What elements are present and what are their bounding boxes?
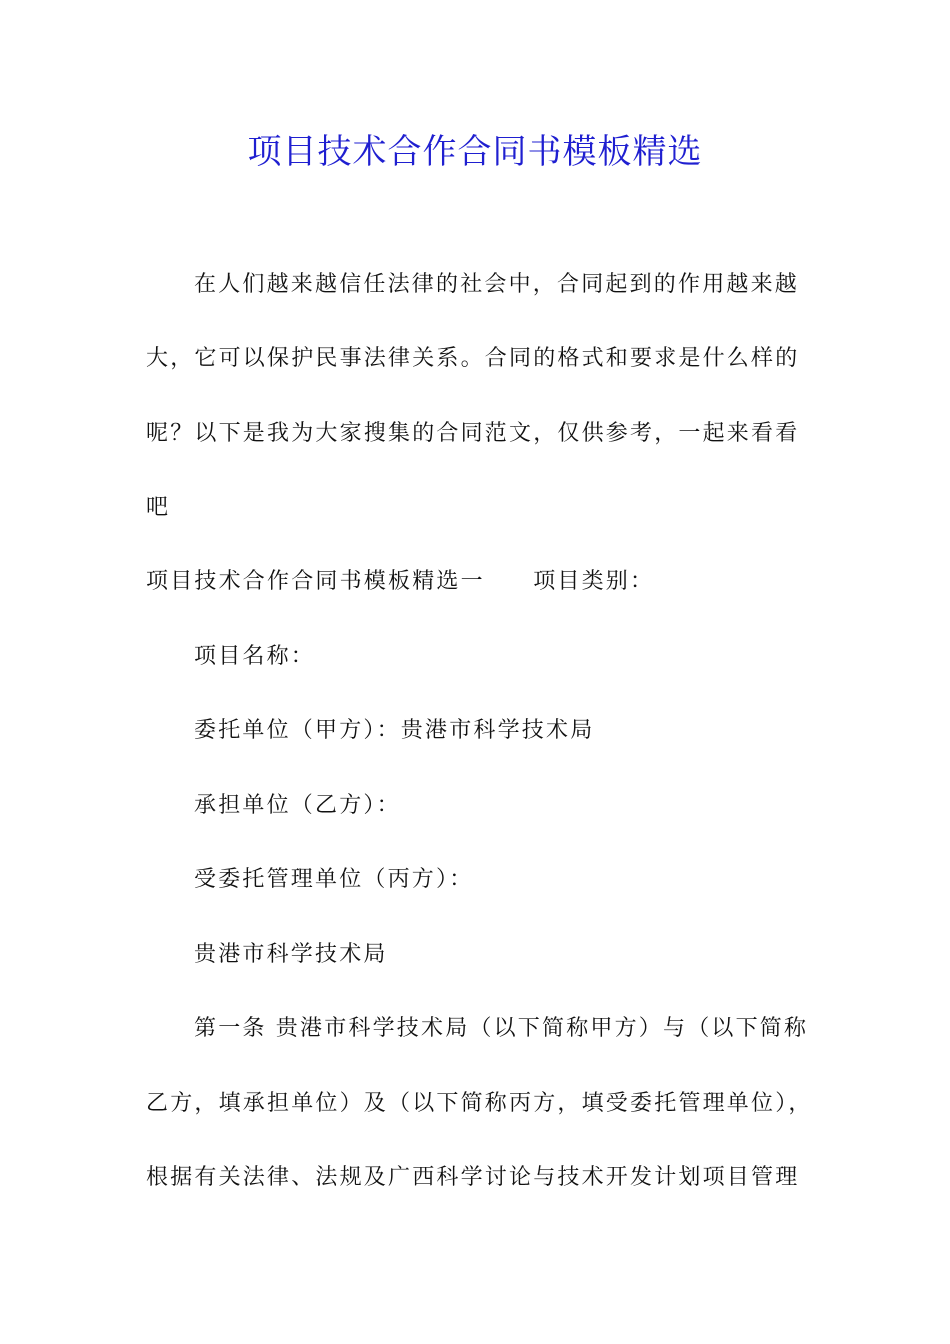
section-heading-line: 项目技术合作合同书模板精选一 项目类别： xyxy=(146,569,655,594)
paragraph-line: 吧 xyxy=(146,495,171,520)
field-party-c: 受委托管理单位（丙方）： xyxy=(194,867,474,892)
paragraph-line: 呢？以下是我为大家搜集的合同范文，仅供参考，一起来看看 xyxy=(146,421,800,446)
document-title: 项目技术合作合同书模板精选 xyxy=(247,132,703,172)
article-line: 第一条 贵港市科学技术局（以下简称甲方）与（以下简称 xyxy=(194,1016,809,1041)
field-party-a: 委托单位（甲方）：贵港市科学技术局 xyxy=(194,718,595,743)
article-line: 乙方，填承担单位）及（以下简称丙方，填受委托管理单位）， xyxy=(146,1091,813,1116)
paragraph-line: 大，它可以保护民事法律关系。合同的格式和要求是什么样的 xyxy=(146,346,800,371)
paragraph-line: 在人们越来越信任法律的社会中，合同起到的作用越来越 xyxy=(194,272,800,297)
field-party-b: 承担单位（乙方）： xyxy=(194,793,401,818)
field-party-c-value: 贵港市科学技术局 xyxy=(194,942,388,967)
field-project-name: 项目名称： xyxy=(194,644,316,669)
article-line: 根据有关法律、法规及广西科学讨论与技术开发计划项目管理 xyxy=(146,1165,800,1190)
